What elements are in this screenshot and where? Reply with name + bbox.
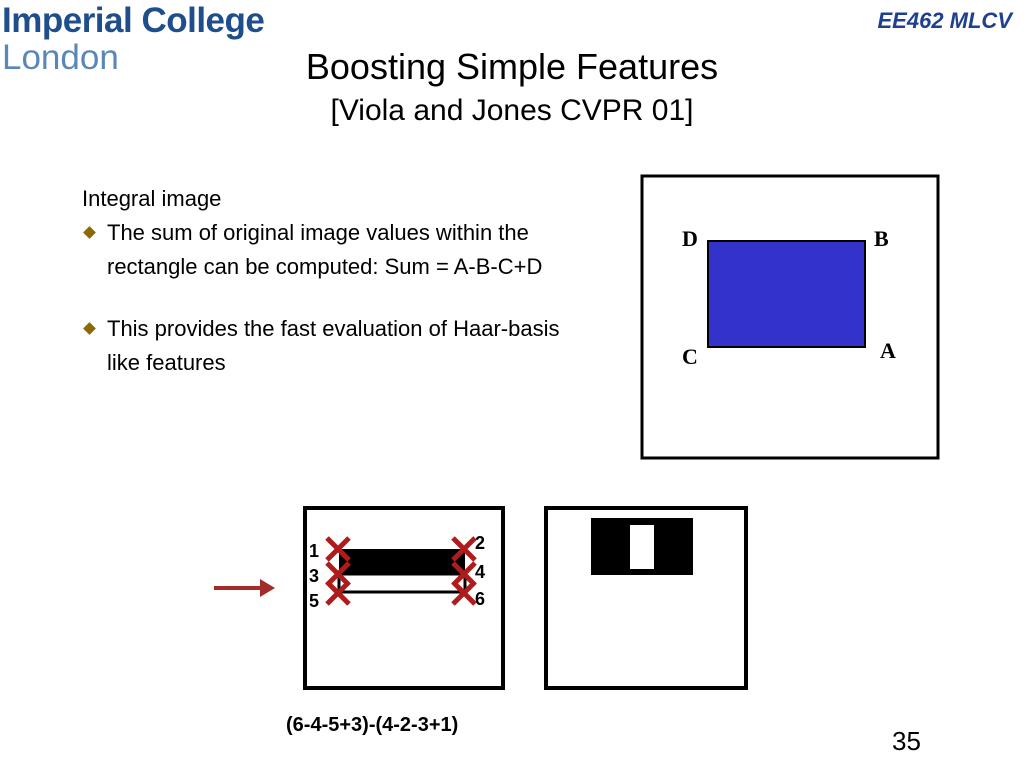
sum-rectangle (708, 241, 865, 347)
arrow-head-icon (260, 579, 275, 597)
diamond-bullet-icon (83, 226, 96, 239)
point-label-2: 2 (475, 533, 486, 553)
corner-label-c: C (682, 344, 698, 369)
point-label-5: 5 (309, 591, 320, 611)
diamond-bullet-icon (83, 322, 96, 335)
section-heading: Integral image (82, 186, 222, 211)
course-code: EE462 MLCV (877, 8, 1012, 33)
point-label-4: 4 (475, 562, 486, 582)
corner-label-b: B (874, 226, 889, 251)
haar-vertical-feature-figure (543, 505, 749, 691)
slide-title: Boosting Simple Features (305, 46, 719, 87)
corner-label-a: A (880, 338, 896, 363)
bullet-text: This provides the fast evaluation of Haar-basis like features (107, 316, 560, 375)
haar-black-band (339, 549, 465, 573)
point-label-3: 3 (309, 566, 320, 586)
pointer-arrow (212, 576, 278, 600)
integral-formula: (6-4-5+3)-(4-2-3+1) (286, 714, 459, 736)
bullet-item (82, 216, 562, 284)
logo-line-1: Imperial College (2, 1, 265, 40)
slide-subtitle: [Viola and Jones CVPR 01] (330, 94, 694, 127)
haar-feature-figure (302, 505, 506, 691)
page-number: 35 (892, 726, 921, 756)
bullet-item (82, 312, 562, 380)
bullet-text: The sum of original image values within the rectangle can be computed: Sum = A-B-C+D (107, 220, 543, 279)
logo-line-2: London (2, 38, 119, 77)
corner-label-d: D (682, 226, 698, 251)
slide-body (82, 182, 562, 380)
point-label-6: 6 (475, 589, 486, 609)
point-label-1: 1 (309, 541, 320, 561)
haar-white-band (339, 574, 465, 592)
integral-image-figure (640, 174, 942, 462)
haar2-white-strip (630, 525, 654, 569)
